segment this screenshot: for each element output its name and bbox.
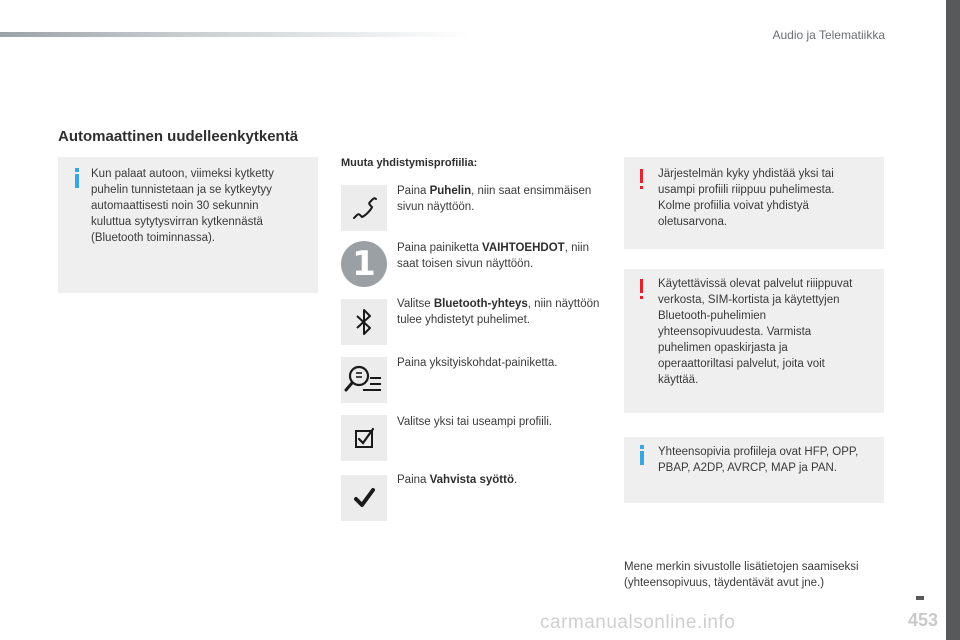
info-icon xyxy=(640,451,644,465)
warning-icon xyxy=(640,169,643,183)
warning-text-profiles: Järjestelmän kyky yhdistää yksi tai usampi profiili riippuu puhelimesta. Kolme profiilia voivat yhdistyä oletusarvona. xyxy=(658,168,835,228)
page-edge-strip xyxy=(946,0,960,640)
step-6-text: Paina Vahvista syöttö. xyxy=(397,474,518,486)
info-text: Kun palaat autoon, viimeksi kytketty puhelin tunnistetaan ja se kytkeytyy automaattisesti noin 30 sekunnin kuluttua sytytysvirran kytkennästä (Bluetooth toiminnassa). xyxy=(91,168,274,244)
step-number-badge: 1 xyxy=(341,241,387,287)
info-box-auto-reconnect xyxy=(58,157,318,293)
bluetooth-icon xyxy=(341,299,387,345)
section-title: Audio ja Telematiikka xyxy=(772,28,885,42)
info-box-compatible-profiles xyxy=(624,437,884,503)
step-4-text: Paina yksityiskohdat-painiketta. xyxy=(397,357,558,369)
step-3-text: Valitse Bluetooth-yhteys, niin näyttöön tulee yhdistetyt puhelimet. xyxy=(397,298,600,326)
watermark: carmanualsonline.info xyxy=(540,612,736,633)
step-5-text: Valitse yksi tai useampi profiili. xyxy=(397,416,553,428)
subheading: Muuta yhdistymisprofiilia: xyxy=(341,157,478,169)
warning-icon xyxy=(640,279,643,293)
checkmark-icon xyxy=(341,475,387,521)
warning-box-profiles xyxy=(624,157,884,249)
info-icon xyxy=(75,174,79,188)
page-title: Automaattinen uudelleenkytkentä xyxy=(58,128,299,145)
step-2-text: Paina painiketta VAIHTOEHDOT, niin saat toisen sivun näyttöön. xyxy=(397,242,589,270)
footer-note: Mene merkin sivustolle lisätietojen saamiseksi (yhteensopivuus, täydentävät avut jne.) xyxy=(624,561,859,589)
header-rule xyxy=(0,32,470,37)
page-number: 453 xyxy=(907,610,938,630)
step-1-text: Paina Puhelin, niin saat ensimmäisen sivun näyttöön. xyxy=(397,185,592,213)
checkbox-icon xyxy=(341,415,387,461)
warning-box-services xyxy=(624,269,884,413)
phone-icon xyxy=(341,185,387,231)
page-marker xyxy=(916,596,924,600)
warning-text-services: Käytettävissä olevat palvelut riiippuvat verkosta, SIM-kortista ja käytettyjen Bluetooth-puhelimien yhteensopivuudesta. Varmista puhelimen opaskirjasta ja operaattoriltasi palvelut, joita voit käyttää. xyxy=(658,278,853,386)
details-magnifier-icon xyxy=(341,357,387,403)
info-text-profiles: Yhteensopivia profiileja ovat HFP, OPP, PBAP, A2DP, AVRCP, MAP ja PAN. xyxy=(658,446,859,474)
